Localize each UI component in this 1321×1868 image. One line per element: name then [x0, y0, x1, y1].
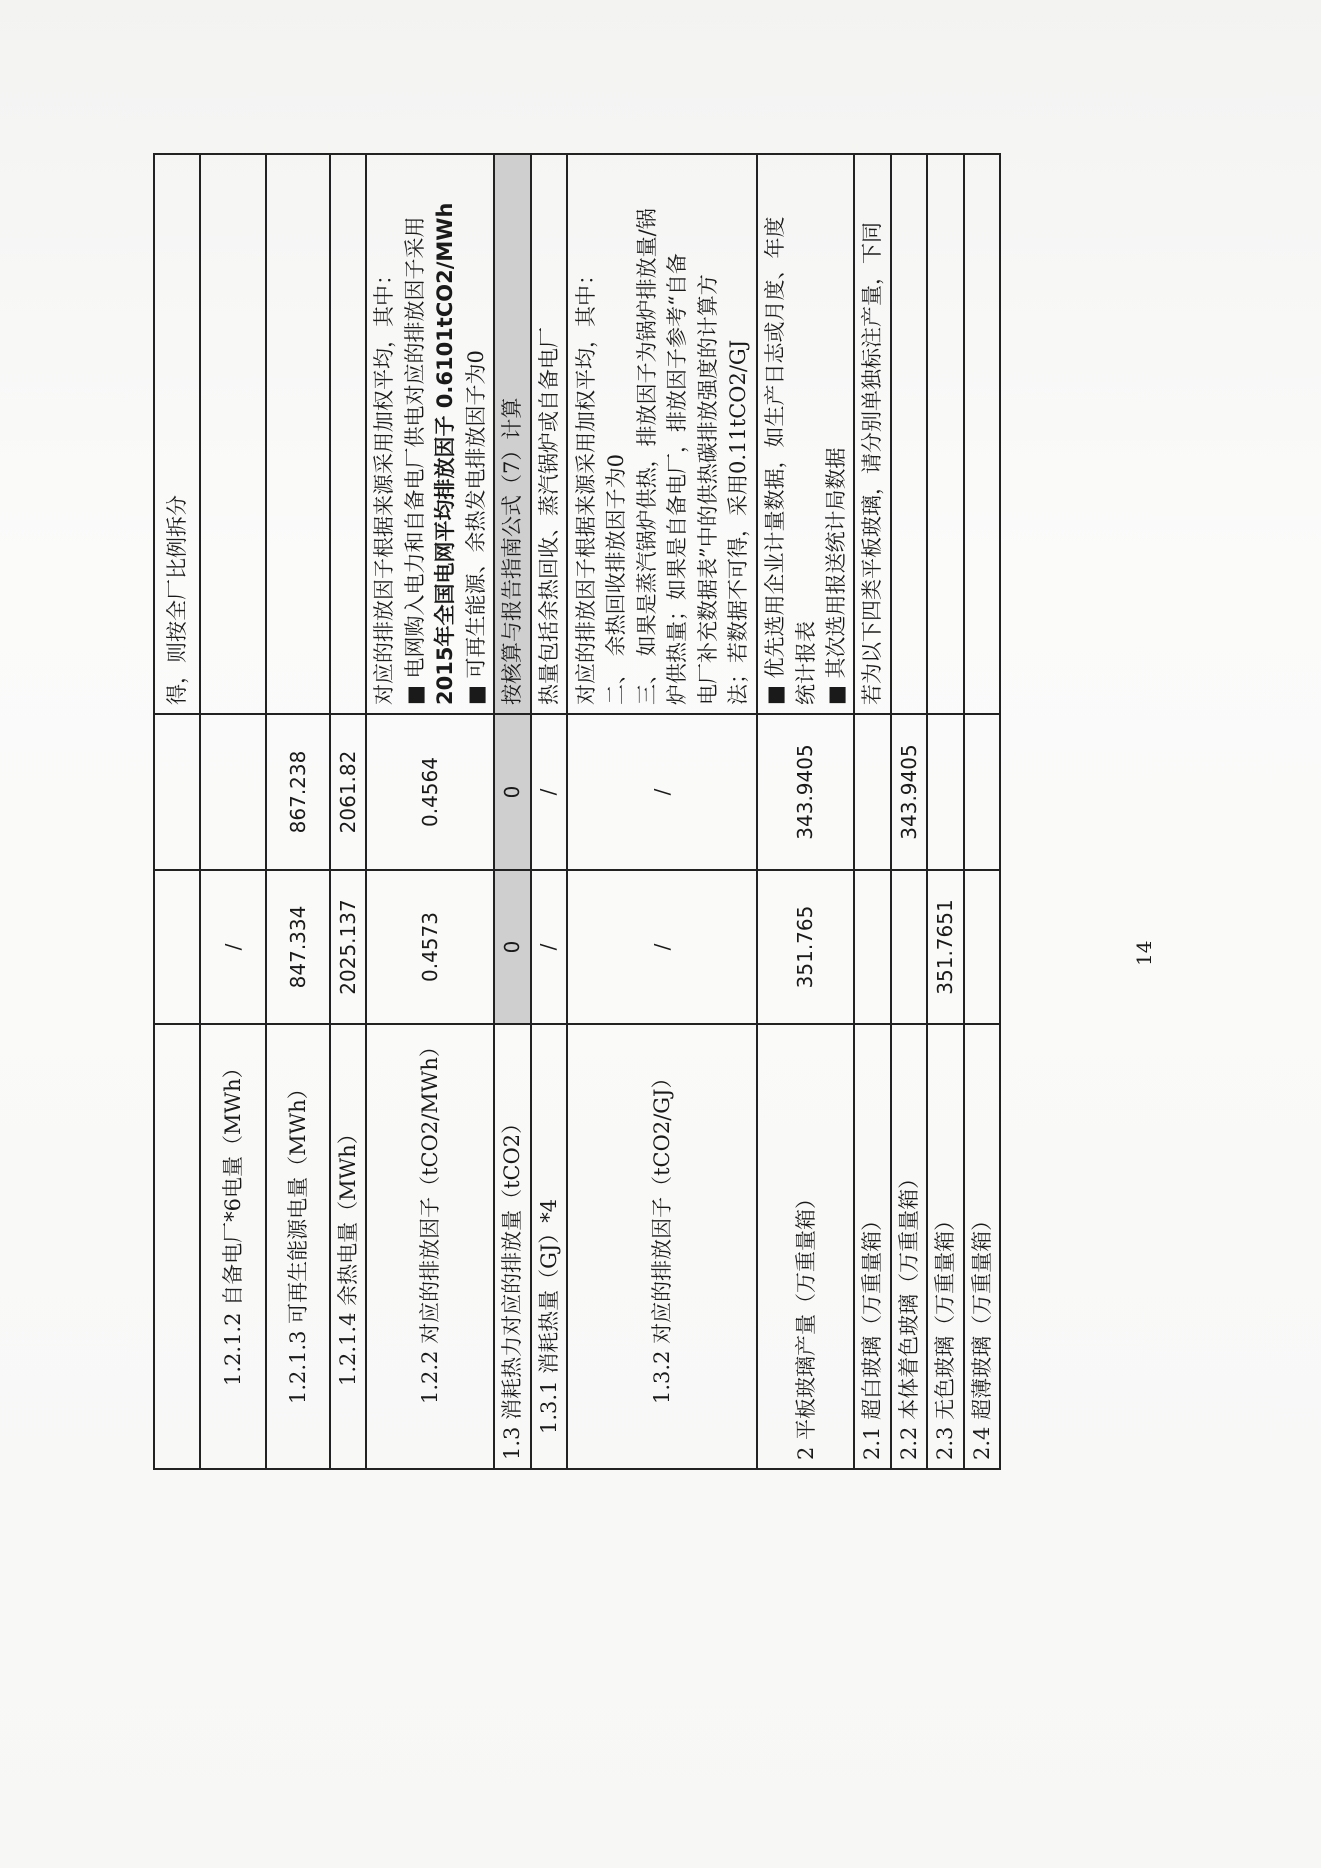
note-line: 法；若数据不可得，采用0.11tCO2/GJ — [725, 339, 750, 705]
note-cell — [964, 154, 1000, 714]
note-line: 三、 如果是蒸汽锅炉供热，排放因子为锅炉排放量/锅 — [634, 208, 659, 705]
emissions-data-table — [153, 153, 1001, 1470]
table-row — [854, 154, 890, 1469]
value-cell-1: / — [531, 870, 567, 1024]
note-cell — [366, 154, 494, 714]
row-label-cell: 2.4 超薄玻璃（万重量箱） — [964, 1024, 1000, 1469]
value-cell-2 — [927, 714, 963, 870]
note-cell — [200, 154, 266, 714]
row-label-cell — [154, 1024, 200, 1469]
value-cell-2: 867.238 — [266, 714, 330, 870]
value-cell-1: 2025.137 — [330, 870, 366, 1024]
table-row — [330, 154, 366, 1469]
value-cell-2: / — [531, 714, 567, 870]
row-label-cell: 2.1 超白玻璃（万重量箱） — [854, 1024, 890, 1469]
value-cell-1: 0.4573 — [366, 870, 494, 1024]
note-line: 对应的排放因子根据来源采用加权平均，其中： — [573, 264, 598, 705]
value-cell-2: 2061.82 — [330, 714, 366, 870]
row-label-cell: 2 平板玻璃产量（万重量箱） — [757, 1024, 854, 1469]
value-cell-1: 351.7651 — [927, 870, 963, 1024]
note-line: ■ 可再生能源、余热发电排放因子为0 — [463, 350, 488, 705]
note-cell — [266, 154, 330, 714]
value-cell-1: / — [567, 870, 757, 1024]
row-label-cell: 1.3.2 对应的排放因子（tCO2/GJ） — [567, 1024, 757, 1469]
row-label-cell: 1.2.1.2 自备电厂*6电量（MWh） — [200, 1024, 266, 1469]
table-row — [266, 154, 330, 1469]
value-cell-2: 343.9405 — [757, 714, 854, 870]
value-cell-1: 351.765 — [757, 870, 854, 1024]
value-cell-2: / — [567, 714, 757, 870]
note-line: 二、 余热回收排放因子为0 — [604, 453, 629, 705]
table-row — [154, 154, 200, 1469]
row-label-cell: 1.2.1.3 可再生能源电量（MWh） — [266, 1024, 330, 1469]
value-cell-2 — [154, 714, 200, 870]
row-label-cell: 1.2.2 对应的排放因子（tCO2/MWh） — [366, 1024, 494, 1469]
table-row — [927, 154, 963, 1469]
value-cell-1 — [891, 870, 927, 1024]
table-row — [567, 154, 757, 1469]
note-cell — [757, 154, 854, 714]
value-cell-2: 0 — [494, 714, 530, 870]
value-cell-2: 0.4564 — [366, 714, 494, 870]
note-line: ■ 其次选用报送统计局数据 — [823, 447, 848, 705]
table-row — [200, 154, 266, 1469]
note-cell — [927, 154, 963, 714]
note-cell — [567, 154, 757, 714]
table-row — [531, 154, 567, 1469]
value-cell-1: 847.334 — [266, 870, 330, 1024]
row-label-cell: 2.2 本体着色玻璃（万重量箱） — [891, 1024, 927, 1469]
note-line: 电厂补充数据表”中的供热碳排放强度的计算方 — [695, 274, 720, 705]
table-row — [757, 154, 854, 1469]
value-cell-1 — [854, 870, 890, 1024]
note-cell — [891, 154, 927, 714]
note-line: 统计报表 — [793, 621, 818, 705]
note-line: 对应的排放因子根据来源采用加权平均，其中： — [372, 264, 397, 705]
value-cell-2 — [964, 714, 1000, 870]
note-cell — [330, 154, 366, 714]
note-line: ■ 电网购入电力和自备电厂供电对应的排放因子采用 — [402, 216, 427, 705]
note-line: ■ 优先选用企业计量数据，如生产日志或月度、年度 — [763, 216, 788, 705]
value-cell-1 — [964, 870, 1000, 1024]
note-cell: 按核算与报告指南公式（7）计算 — [494, 154, 530, 714]
value-cell-2 — [200, 714, 266, 870]
value-cell-1: 0 — [494, 870, 530, 1024]
value-cell-2: 343.9405 — [891, 714, 927, 870]
row-label-cell: 2.3 无色玻璃（万重量箱） — [927, 1024, 963, 1469]
row-label-cell: 1.3 消耗热力对应的排放量（tCO2） — [494, 1024, 530, 1469]
value-cell-2 — [854, 714, 890, 870]
note-cell: 若为以下四类平板玻璃，请分别单独标注产量，下同 — [854, 154, 890, 714]
row-label-cell: 1.3.1 消耗热量（GJ）*4 — [531, 1024, 567, 1469]
table-row — [494, 154, 530, 1469]
note-cell: 得，则按全厂比例拆分 — [154, 154, 200, 714]
note-line: 2015年全国电网平均排放因子 0.6101tCO2/MWh — [433, 202, 458, 705]
table-row — [891, 154, 927, 1469]
note-cell: 热量包括余热回收、蒸汽锅炉或自备电厂 — [531, 154, 567, 714]
value-cell-1 — [154, 870, 200, 1024]
value-cell-1: / — [200, 870, 266, 1024]
table-row — [366, 154, 494, 1469]
row-label-cell: 1.2.1.4 余热电量（MWh） — [330, 1024, 366, 1469]
page-number: 14 — [1132, 940, 1156, 966]
table-row — [964, 154, 1000, 1469]
note-line: 炉供热量；如果是自备电厂，排放因子参考“自备 — [665, 253, 690, 705]
